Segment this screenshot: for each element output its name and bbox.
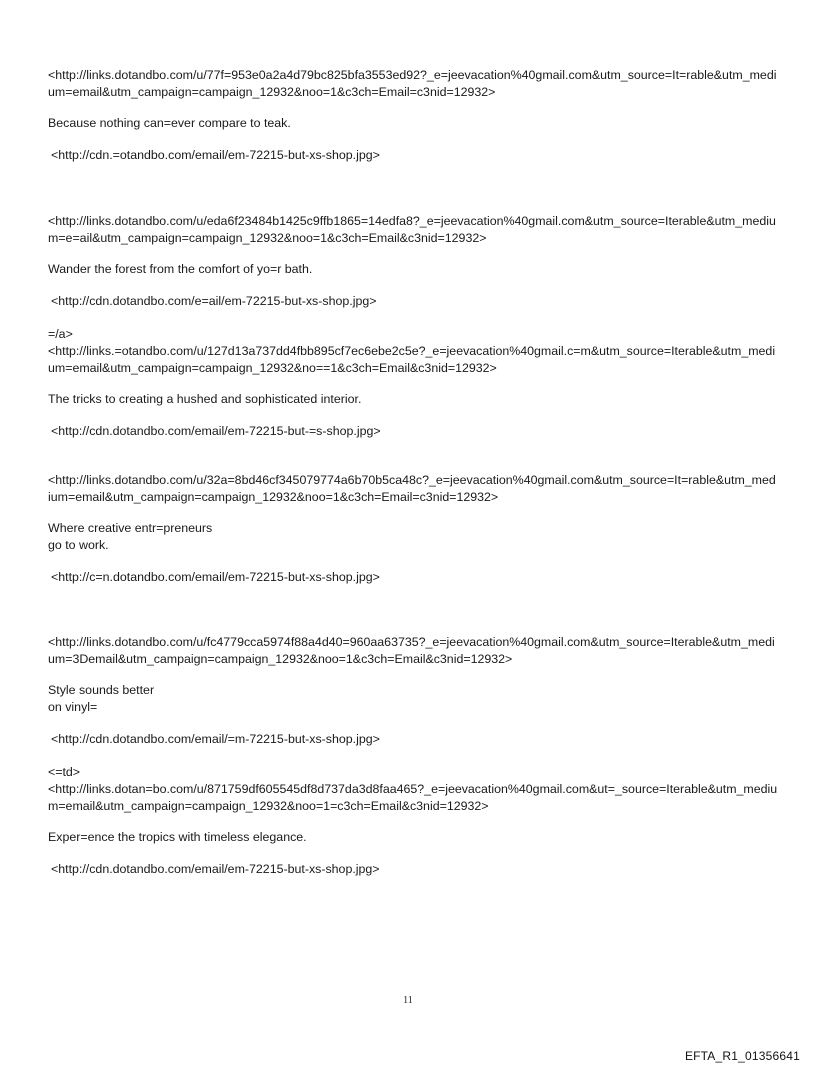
page-number: 11	[403, 995, 413, 1006]
item-caption: go to work.	[48, 538, 109, 552]
email-link[interactable]: <http://links.dotan=bo.com/u/871759df605545df8d737da3d8faa465?_e=jeevacation%40gmail.com&ut=_source=Iterable&utm_medium=email&utm_campaign=campaign_12932&noo=1=c3ch=Email&c3nid=12932>	[48, 782, 778, 813]
email-link[interactable]: <http://links.dotandbo.com/u/32a=8bd46cf345079774a6b70b5ca48c?_e=jeevacation%40gmail.com&utm_source=It=rable&utm_medium=email&utm_campaign=campaign_12932&noo=1&c3ch=Email=c3nid=12932>	[48, 473, 776, 504]
image-reference[interactable]: <http://c=n.dotandbo.com/email/em-72215-but-xs-shop.jpg>	[51, 570, 380, 584]
image-reference[interactable]: <http://cdn.=otandbo.com/email/em-72215-but-xs-shop.jpg>	[51, 148, 380, 162]
bates-number: EFTA_R1_01356641	[684, 1049, 800, 1063]
email-link[interactable]: <http://links.dotandbo.com/u/77f=953e0a2a4d79bc825bfa3553ed92?_e=jeevacation%40gmail.com&utm_source=It=rable&utm_medium=email&utm_campaign=campaign_12932&noo=1&c3ch=Email=c3nid=12932>	[48, 68, 777, 99]
item-caption: Style sounds better	[48, 683, 155, 697]
item-caption: Wander the forest from the comfort of yo=r bath.	[48, 262, 313, 276]
email-link[interactable]: <http://links.dotandbo.com/u/eda6f23484b1425c9ffb1865=14edfa8?_e=jeevacation%40gmail.com&utm_source=Iterable&utm_medium=e=ail&utm_campaign=campaign_12932&noo=1&c3ch=Email&c3nid=12932>	[48, 214, 776, 245]
item-caption: The tricks to creating a hushed and sophisticated interior.	[48, 392, 362, 406]
image-reference[interactable]: <http://cdn.dotandbo.com/email/em-72215-but-xs-shop.jpg>	[51, 862, 380, 876]
html-fragment: =/a>	[48, 327, 73, 341]
image-reference[interactable]: <http://cdn.dotandbo.com/e=ail/em-72215-but-xs-shop.jpg>	[51, 294, 377, 308]
item-caption: Because nothing can=ever compare to teak.	[48, 116, 291, 130]
image-reference[interactable]: <http://cdn.dotandbo.com/email/=m-72215-but-xs-shop.jpg>	[51, 732, 380, 746]
item-caption: Exper=ence the tropics with timeless elegance.	[48, 830, 307, 844]
document-body	[48, 64, 778, 878]
image-reference[interactable]: <http://cdn.dotandbo.com/email/em-72215-but-=s-shop.jpg>	[51, 424, 381, 438]
email-link[interactable]: <http://links.dotandbo.com/u/fc4779cca5974f88a4d40=960aa63735?_e=jeevacation%40gmail.com&utm_source=Iterable&utm_medium=3Demail&utm_campaign=campaign_12932&noo=1&c3ch=Email&c3nid=12932>	[48, 635, 775, 666]
item-caption: on vinyl=	[48, 700, 98, 714]
email-link[interactable]: <http://links.=otandbo.com/u/127d13a737dd4fbb895cf7ec6ebe2c5e?_e=jeevacation%40gmail.c=m&utm_source=Iterable&utm_medium=email&utm_campaign=campaign_12932&no==1&c3ch=Email&c3nid=12932>	[48, 344, 776, 375]
item-caption: Where creative entr=preneurs	[48, 521, 213, 535]
html-fragment: <=td>	[48, 765, 81, 779]
